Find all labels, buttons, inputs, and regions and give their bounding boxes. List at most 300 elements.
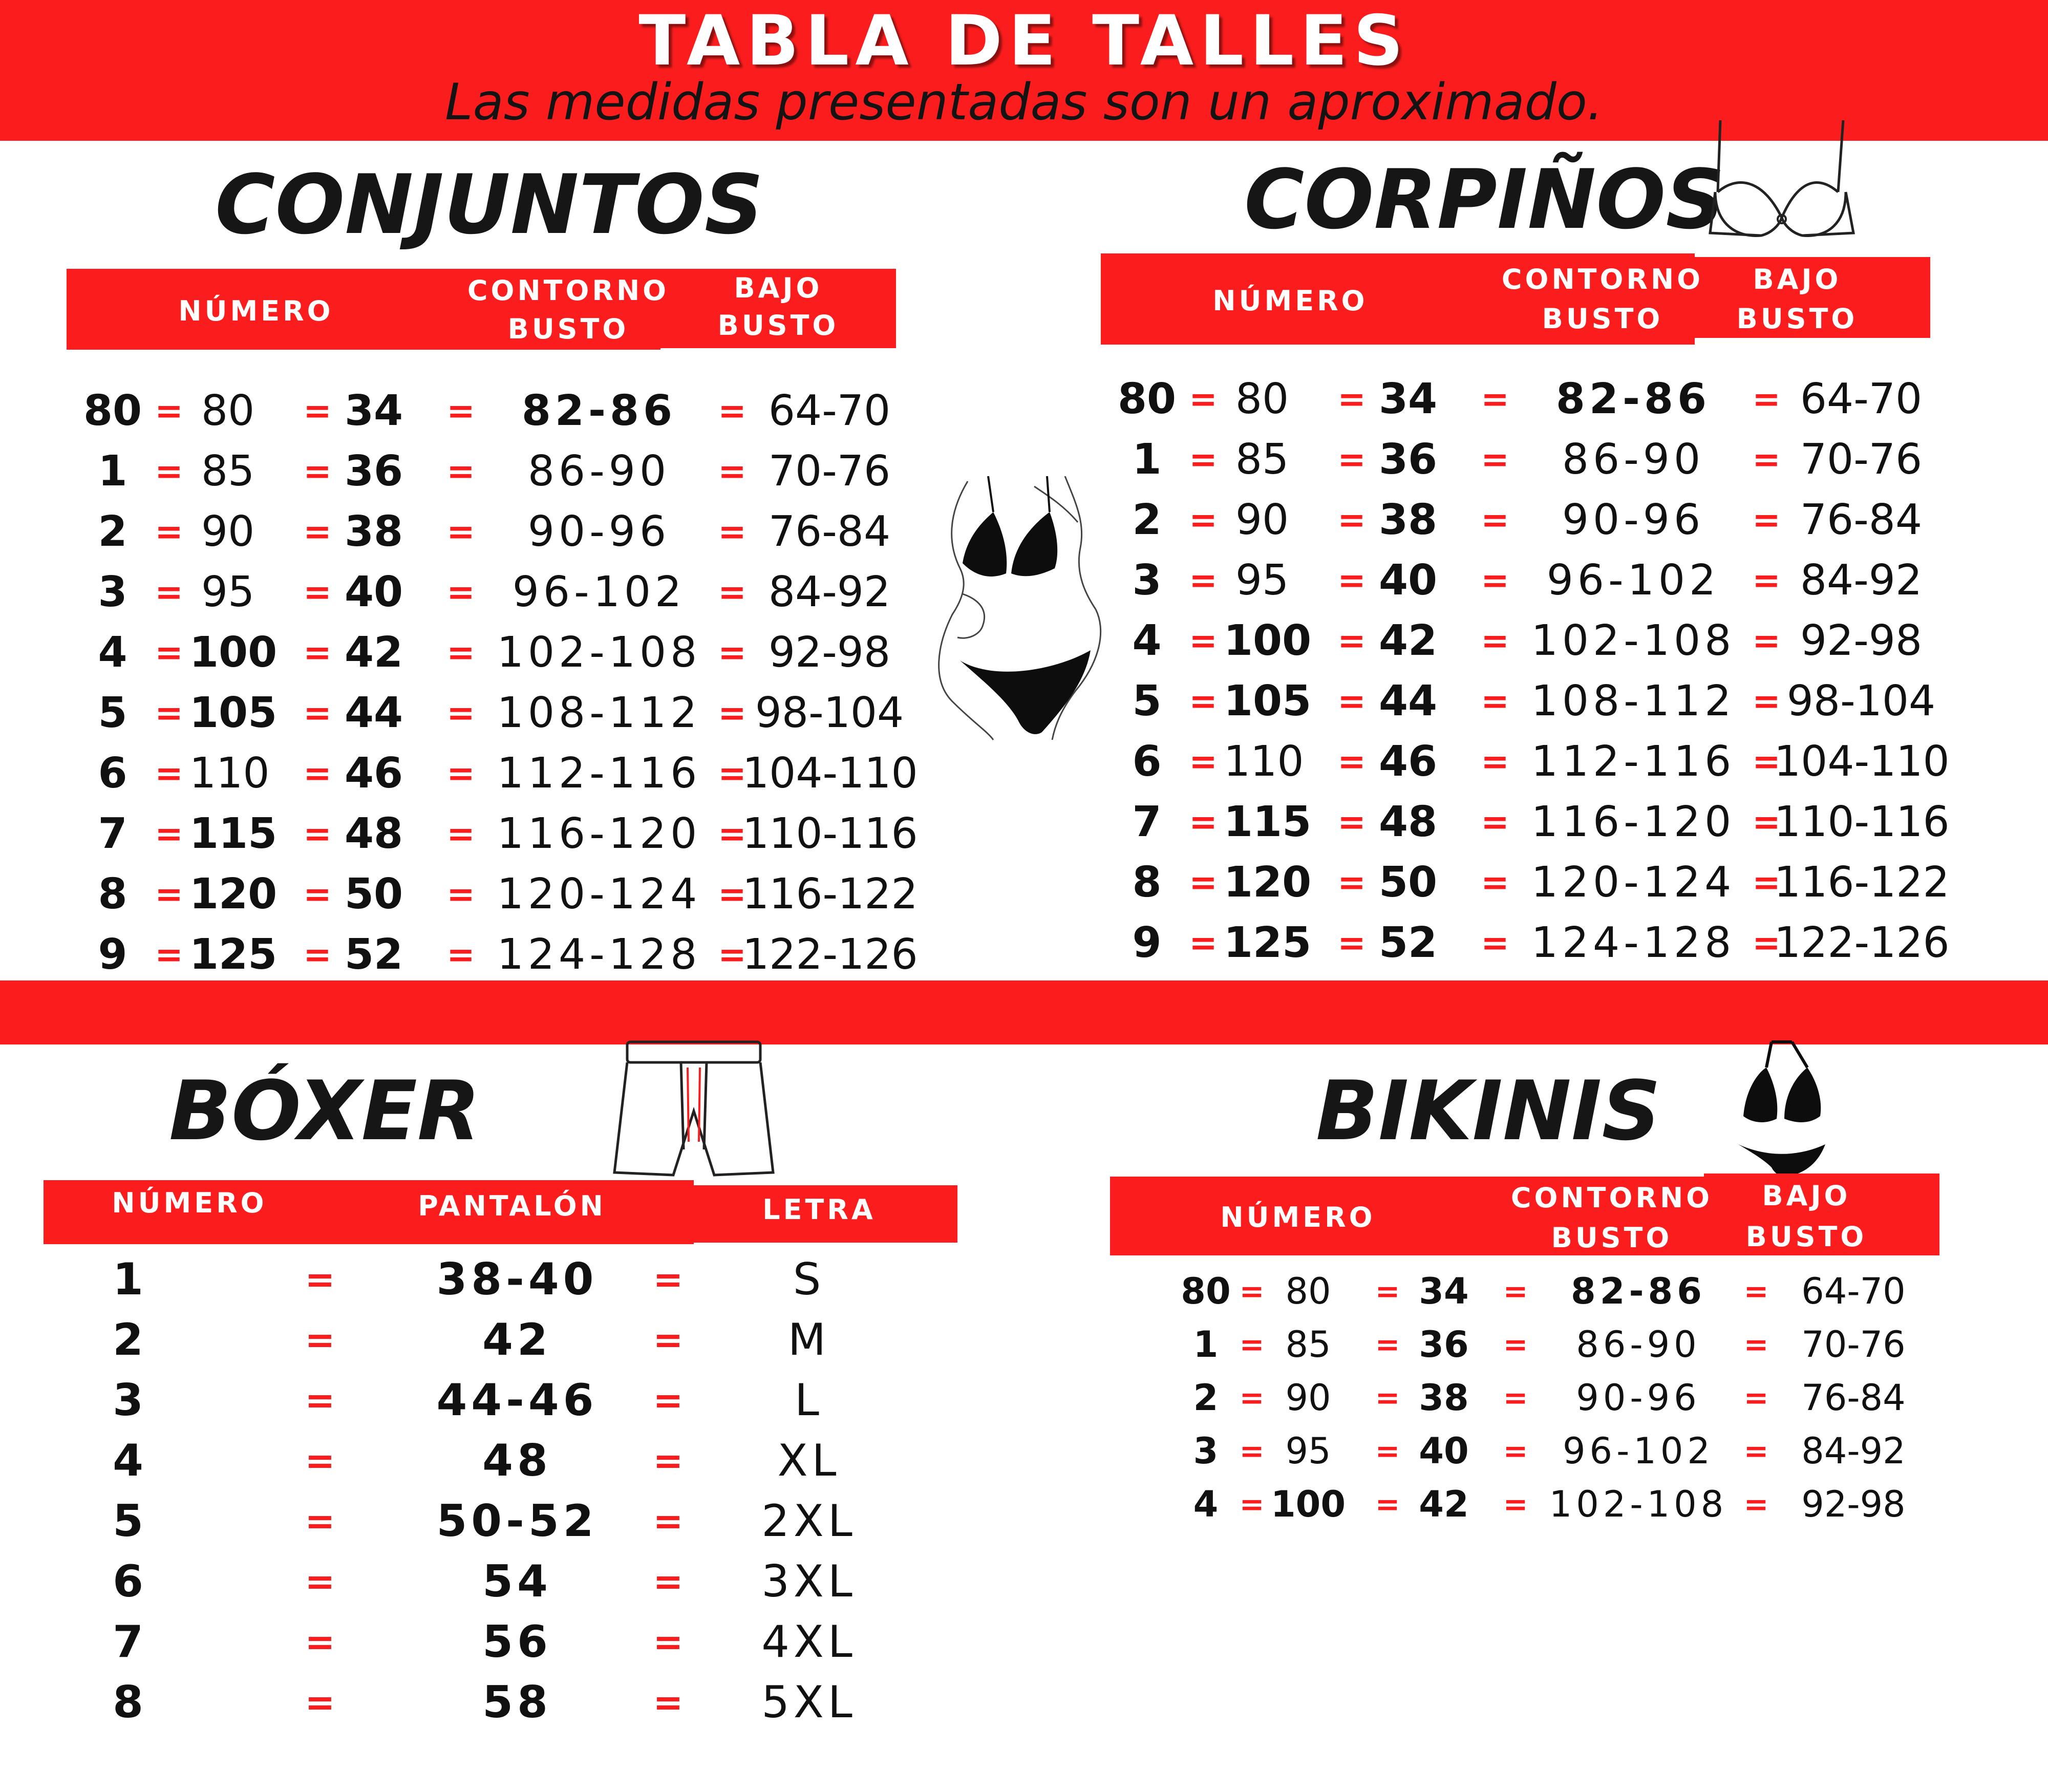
equals-sign: = (303, 874, 332, 914)
talla-cell: 90 (1235, 496, 1289, 544)
bajo-busto-cell: 84-92 (1800, 556, 1923, 605)
numero-cell: 4 (1132, 616, 1162, 665)
talla-cell: 105 (1224, 677, 1312, 726)
equals-sign: = (446, 754, 475, 793)
equals-sign: = (155, 754, 183, 793)
equals-sign: = (1481, 923, 1509, 963)
numero-cell: 80 (1117, 375, 1177, 423)
contorno-busto-cell: 102-108 (1531, 616, 1736, 665)
talla-cell: 85 (1285, 1324, 1331, 1366)
pantalon-cell: 38-40 (436, 1254, 598, 1305)
talle-cell: 52 (344, 930, 403, 979)
equals-sign: = (446, 814, 475, 854)
talle-cell: 46 (1378, 737, 1438, 786)
equals-sign: = (1189, 621, 1218, 660)
contorno-busto-cell: 86-90 (1562, 435, 1705, 484)
numero-cell: 2 (113, 1314, 143, 1366)
equals-sign: = (1752, 802, 1781, 842)
talla-cell: 90 (1285, 1377, 1331, 1419)
contorno-busto-cell: 96-102 (512, 568, 686, 616)
contorno-busto-cell: 90-96 (527, 507, 671, 556)
table-row (1121, 855, 1966, 911)
bikinis-header-bajo: BAJO (1762, 1180, 1851, 1212)
bajo-busto-cell: 70-76 (768, 447, 891, 496)
bajo-busto-cell: 64-70 (768, 387, 891, 435)
contorno-busto-cell: 90-96 (1562, 496, 1705, 544)
letra-cell: 4XL (761, 1616, 857, 1668)
equals-sign: = (1503, 1487, 1528, 1522)
equals-sign: = (1743, 1327, 1769, 1362)
boxer-title: BÓXER (169, 1063, 481, 1159)
talla-cell: 80 (1235, 375, 1289, 423)
bajo-busto-cell: 92-98 (1800, 616, 1923, 665)
numero-cell: 5 (1132, 677, 1162, 726)
pantalon-cell: 50-52 (436, 1496, 598, 1547)
equals-sign: = (305, 1500, 335, 1542)
equals-sign: = (1752, 863, 1781, 902)
talle-cell: 40 (1378, 556, 1438, 605)
talla-cell: 105 (189, 689, 278, 737)
bajo-busto-cell: 104-110 (1774, 737, 1950, 786)
equals-sign: = (155, 572, 183, 612)
equals-sign: = (303, 452, 332, 491)
equals-sign: = (155, 693, 183, 733)
corpinos-header-contorno-busto: BUSTO (1542, 303, 1663, 335)
bajo-busto-cell: 122-126 (742, 930, 918, 979)
pantalon-cell: 48 (482, 1435, 552, 1486)
table-row (1121, 794, 1966, 850)
bajo-busto-cell: 98-104 (1786, 677, 1936, 726)
numero-cell: 6 (1132, 737, 1162, 786)
bra-icon (1705, 115, 1859, 243)
numero-cell: 2 (1132, 496, 1162, 544)
letra-cell: L (795, 1375, 823, 1426)
contorno-busto-cell: 96-102 (1563, 1430, 1714, 1472)
talla-cell: 85 (1235, 435, 1289, 484)
equals-sign: = (155, 391, 183, 431)
talla-cell: 125 (189, 930, 278, 979)
talla-cell: 115 (189, 809, 278, 858)
equals-sign: = (1239, 1380, 1265, 1415)
table-row (87, 504, 932, 560)
equals-sign: = (303, 512, 332, 551)
numero-cell: 5 (98, 689, 127, 737)
equals-sign: = (1239, 1327, 1265, 1362)
equals-sign: = (718, 572, 746, 612)
equals-sign: = (305, 1561, 335, 1603)
bikinis-header-contorno: CONTORNO (1510, 1182, 1713, 1214)
equals-sign: = (718, 633, 746, 672)
equals-sign: = (1189, 742, 1218, 781)
equals-sign: = (1337, 923, 1366, 963)
contorno-busto-cell: 108-112 (1531, 677, 1736, 726)
table-row (1121, 613, 1966, 669)
talle-cell: 42 (344, 628, 403, 677)
pantalon-cell: 44-46 (436, 1375, 598, 1426)
equals-sign: = (653, 1379, 684, 1421)
equals-sign: = (1189, 500, 1218, 540)
page-subtitle: Las medidas presentadas son un aproximado. (445, 73, 1603, 132)
equals-sign: = (1337, 561, 1366, 600)
talla-cell: 100 (1270, 1483, 1346, 1525)
equals-sign: = (1375, 1434, 1400, 1468)
conjuntos-header-numero: NÚMERO (178, 295, 334, 327)
equals-sign: = (303, 633, 332, 672)
equals-sign: = (1337, 802, 1366, 842)
equals-sign: = (1743, 1380, 1769, 1415)
talla-cell: 95 (1285, 1430, 1331, 1472)
equals-sign: = (1752, 440, 1781, 479)
equals-sign: = (718, 754, 746, 793)
equals-sign: = (446, 935, 475, 974)
equals-sign: = (1752, 621, 1781, 660)
letra-cell: M (787, 1314, 830, 1366)
bajo-busto-cell: 84-92 (768, 568, 891, 616)
corpinos-header-bajo-busto: BUSTO (1736, 303, 1858, 335)
equals-sign: = (1752, 742, 1781, 781)
bajo-busto-cell: 64-70 (1801, 1270, 1906, 1312)
bajo-busto-cell: 116-122 (742, 870, 918, 919)
numero-cell: 2 (1193, 1377, 1219, 1419)
talle-cell: 42 (1378, 616, 1438, 665)
equals-sign: = (1239, 1487, 1265, 1522)
contorno-busto-cell: 124-128 (497, 930, 701, 979)
table-row (1183, 1371, 1951, 1424)
talla-cell: 110 (1224, 737, 1304, 786)
bajo-busto-cell: 116-122 (1774, 858, 1950, 907)
numero-cell: 5 (113, 1496, 143, 1547)
equals-sign: = (1743, 1434, 1769, 1468)
talla-cell: 90 (201, 507, 255, 556)
conjuntos-title: CONJUNTOS (215, 157, 764, 252)
equals-sign: = (1189, 863, 1218, 902)
numero-cell: 9 (1132, 919, 1162, 967)
contorno-busto-cell: 116-120 (497, 809, 701, 858)
bajo-busto-cell: 110-116 (742, 809, 918, 858)
numero-cell: 3 (1132, 556, 1162, 605)
table-row (1121, 673, 1966, 730)
contorno-busto-cell: 82-86 (1555, 375, 1711, 423)
section-divider (0, 980, 2048, 1044)
boxer-header-letra: LETRA (762, 1193, 876, 1226)
numero-cell: 6 (113, 1556, 143, 1607)
equals-sign: = (653, 1621, 684, 1663)
table-row (102, 1431, 870, 1491)
contorno-busto-cell: 96-102 (1546, 556, 1720, 605)
table-row (83, 383, 932, 439)
equals-sign: = (718, 391, 746, 431)
talle-cell: 46 (344, 749, 403, 798)
contorno-busto-cell: 82-86 (521, 387, 677, 435)
bajo-busto-cell: 84-92 (1801, 1430, 1906, 1472)
table-row (87, 745, 932, 802)
equals-sign: = (1337, 500, 1366, 540)
bajo-busto-cell: 110-116 (1774, 798, 1950, 846)
equals-sign: = (1503, 1434, 1528, 1468)
equals-sign: = (1752, 379, 1781, 419)
numero-cell: 80 (83, 387, 142, 435)
table-row (87, 443, 932, 500)
pantalon-cell: 56 (482, 1616, 552, 1668)
equals-sign: = (305, 1258, 335, 1300)
conjuntos-header-bajo-busto: BUSTO (717, 309, 839, 342)
bikinis-title: BIKINIS (1316, 1063, 1661, 1159)
equals-sign: = (303, 693, 332, 733)
equals-sign: = (305, 1319, 335, 1361)
equals-sign: = (1375, 1380, 1400, 1415)
equals-sign: = (305, 1681, 335, 1723)
equals-sign: = (1481, 561, 1509, 600)
equals-sign: = (155, 814, 183, 854)
talla-cell: 95 (1235, 556, 1289, 605)
bajo-busto-cell: 98-104 (755, 689, 904, 737)
equals-sign: = (305, 1379, 335, 1421)
talle-cell: 34 (1378, 375, 1438, 423)
equals-sign: = (446, 572, 475, 612)
table-row (87, 564, 932, 621)
contorno-busto-cell: 86-90 (527, 447, 671, 496)
letra-cell: XL (777, 1435, 841, 1486)
equals-sign: = (1481, 440, 1509, 479)
equals-sign: = (303, 572, 332, 612)
talle-cell: 38 (1378, 496, 1438, 544)
equals-sign: = (305, 1621, 335, 1663)
equals-sign: = (718, 512, 746, 551)
equals-sign: = (653, 1319, 684, 1361)
letra-cell: S (793, 1254, 825, 1305)
talla-cell: 115 (1224, 798, 1312, 846)
contorno-busto-cell: 102-108 (497, 628, 701, 677)
pantalon-cell: 54 (482, 1556, 552, 1607)
equals-sign: = (1375, 1487, 1400, 1522)
talle-cell: 48 (1378, 798, 1438, 846)
equals-sign: = (718, 693, 746, 733)
numero-cell: 6 (98, 749, 127, 798)
equals-sign: = (1503, 1274, 1528, 1309)
equals-sign: = (446, 452, 475, 491)
table-row (87, 866, 932, 923)
equals-sign: = (303, 391, 332, 431)
page-title: TABLA DE TALLES (638, 1, 1410, 81)
talle-cell: 34 (1419, 1270, 1469, 1312)
corpinos-title: CORPIÑOS (1244, 152, 1725, 247)
bikinis-header-contorno-busto: BUSTO (1551, 1222, 1673, 1254)
table-row (102, 1612, 870, 1672)
equals-sign: = (718, 935, 746, 974)
equals-sign: = (303, 935, 332, 974)
bajo-busto-cell: 122-126 (1774, 919, 1950, 967)
equals-sign: = (155, 633, 183, 672)
numero-cell: 7 (1132, 798, 1162, 846)
contorno-busto-cell: 112-116 (1531, 737, 1736, 786)
numero-cell: 1 (1132, 435, 1162, 484)
equals-sign: = (653, 1440, 684, 1482)
bajo-busto-cell: 92-98 (1801, 1483, 1906, 1525)
talle-cell: 36 (1378, 435, 1438, 484)
equals-sign: = (1481, 681, 1509, 721)
equals-sign: = (446, 874, 475, 914)
equals-sign: = (1481, 500, 1509, 540)
letra-cell: 3XL (761, 1556, 857, 1607)
equals-sign: = (155, 874, 183, 914)
boxer-header-numero: NÚMERO (112, 1187, 267, 1219)
talla-cell: 80 (201, 387, 255, 435)
bajo-busto-cell: 76-84 (1800, 496, 1923, 544)
bikini-figure-icon (932, 476, 1121, 742)
contorno-busto-cell: 102-108 (1549, 1483, 1728, 1525)
talla-cell: 100 (189, 628, 278, 677)
bajo-busto-cell: 70-76 (1801, 1324, 1906, 1366)
equals-sign: = (1481, 379, 1509, 419)
conjuntos-header-contorno-busto: BUSTO (507, 313, 629, 345)
numero-cell: 3 (113, 1375, 143, 1426)
numero-cell: 3 (98, 568, 127, 616)
letra-cell: 5XL (761, 1677, 857, 1728)
equals-sign: = (155, 512, 183, 551)
equals-sign: = (446, 391, 475, 431)
equals-sign: = (1481, 621, 1509, 660)
table-row (1121, 734, 1966, 790)
numero-cell: 3 (1193, 1430, 1219, 1472)
numero-cell: 1 (98, 447, 127, 496)
equals-sign: = (1189, 681, 1218, 721)
talle-cell: 38 (1419, 1377, 1469, 1419)
talla-cell: 85 (201, 447, 255, 496)
contorno-busto-cell: 120-124 (497, 870, 701, 919)
talla-cell: 100 (1224, 616, 1312, 665)
equals-sign: = (446, 633, 475, 672)
equals-sign: = (1743, 1487, 1769, 1522)
equals-sign: = (1189, 440, 1218, 479)
numero-cell: 1 (113, 1254, 143, 1305)
equals-sign: = (1337, 863, 1366, 902)
table-row (1117, 371, 1966, 428)
equals-sign: = (1481, 802, 1509, 842)
equals-sign: = (1752, 923, 1781, 963)
talle-cell: 36 (344, 447, 403, 496)
bajo-busto-cell: 104-110 (742, 749, 918, 798)
pantalon-cell: 42 (482, 1314, 552, 1366)
bajo-busto-cell: 64-70 (1800, 375, 1923, 423)
equals-sign: = (1239, 1274, 1265, 1309)
talle-cell: 42 (1419, 1483, 1469, 1525)
boxer-header-pantalon: PANTALÓN (418, 1190, 606, 1222)
table-row (1121, 492, 1966, 548)
equals-sign: = (303, 754, 332, 793)
talle-cell: 40 (1419, 1430, 1469, 1472)
table-row (87, 927, 932, 983)
equals-sign: = (446, 512, 475, 551)
equals-sign: = (1337, 621, 1366, 660)
talle-cell: 38 (344, 507, 403, 556)
numero-cell: 7 (98, 809, 127, 858)
talle-cell: 36 (1419, 1324, 1469, 1366)
numero-cell: 7 (113, 1616, 143, 1668)
table-row (87, 806, 932, 862)
table-row (102, 1249, 870, 1310)
corpinos-header-numero: NÚMERO (1212, 285, 1368, 317)
boxer-shorts-icon (612, 1039, 776, 1180)
numero-cell: 8 (98, 870, 127, 919)
talle-cell: 40 (344, 568, 403, 616)
equals-sign: = (653, 1500, 684, 1542)
talla-cell: 80 (1285, 1270, 1331, 1312)
equals-sign: = (1375, 1274, 1400, 1309)
corpinos-header-contorno: CONTORNO (1501, 263, 1704, 295)
equals-sign: = (446, 693, 475, 733)
equals-sign: = (1503, 1327, 1528, 1362)
numero-cell: 4 (113, 1435, 143, 1486)
table-row (1183, 1478, 1951, 1531)
equals-sign: = (1239, 1434, 1265, 1468)
contorno-busto-cell: 90-96 (1576, 1377, 1701, 1419)
equals-sign: = (1337, 379, 1366, 419)
corpinos-header-bajo: BAJO (1753, 263, 1842, 295)
equals-sign: = (1752, 561, 1781, 600)
contorno-busto-cell: 124-128 (1531, 919, 1736, 967)
contorno-busto-cell: 120-124 (1531, 858, 1736, 907)
numero-cell: 8 (113, 1677, 143, 1728)
pantalon-cell: 58 (482, 1677, 552, 1728)
conjuntos-header-bajo: BAJO (734, 272, 823, 304)
table-row (1121, 552, 1966, 609)
equals-sign: = (718, 814, 746, 854)
contorno-busto-cell: 108-112 (497, 689, 701, 737)
bajo-busto-cell: 92-98 (768, 628, 891, 677)
equals-sign: = (1743, 1274, 1769, 1309)
numero-cell: 8 (1132, 858, 1162, 907)
contorno-busto-cell: 116-120 (1531, 798, 1736, 846)
equals-sign: = (1337, 681, 1366, 721)
talle-cell: 48 (344, 809, 403, 858)
equals-sign: = (718, 874, 746, 914)
talle-cell: 50 (344, 870, 403, 919)
table-row (102, 1551, 870, 1612)
equals-sign: = (1337, 440, 1366, 479)
numero-cell: 1 (1193, 1324, 1219, 1366)
equals-sign: = (1189, 923, 1218, 963)
table-row (87, 685, 932, 741)
table-row (102, 1310, 870, 1370)
talla-cell: 120 (189, 870, 278, 919)
talla-cell: 120 (1224, 858, 1312, 907)
equals-sign: = (718, 452, 746, 491)
talle-cell: 50 (1378, 858, 1438, 907)
table-row (87, 625, 932, 681)
equals-sign: = (155, 452, 183, 491)
numero-cell: 2 (98, 507, 127, 556)
equals-sign: = (653, 1561, 684, 1603)
talla-cell: 125 (1224, 919, 1312, 967)
conjuntos-header-contorno: CONTORNO (467, 274, 670, 307)
bikinis-header-bajo-busto: BUSTO (1745, 1221, 1867, 1253)
numero-cell: 4 (98, 628, 127, 677)
equals-sign: = (305, 1440, 335, 1482)
bajo-busto-cell: 76-84 (768, 507, 891, 556)
table-row (1121, 915, 1966, 971)
table-row (102, 1491, 870, 1551)
equals-sign: = (303, 814, 332, 854)
equals-sign: = (155, 935, 183, 974)
bikini-icon (1736, 1039, 1828, 1178)
numero-cell: 80 (1181, 1270, 1231, 1312)
talle-cell: 34 (344, 387, 403, 435)
bajo-busto-cell: 70-76 (1800, 435, 1923, 484)
contorno-busto-cell: 82-86 (1571, 1270, 1706, 1312)
contorno-busto-cell: 112-116 (497, 749, 701, 798)
equals-sign: = (1752, 500, 1781, 540)
table-row (102, 1370, 870, 1431)
